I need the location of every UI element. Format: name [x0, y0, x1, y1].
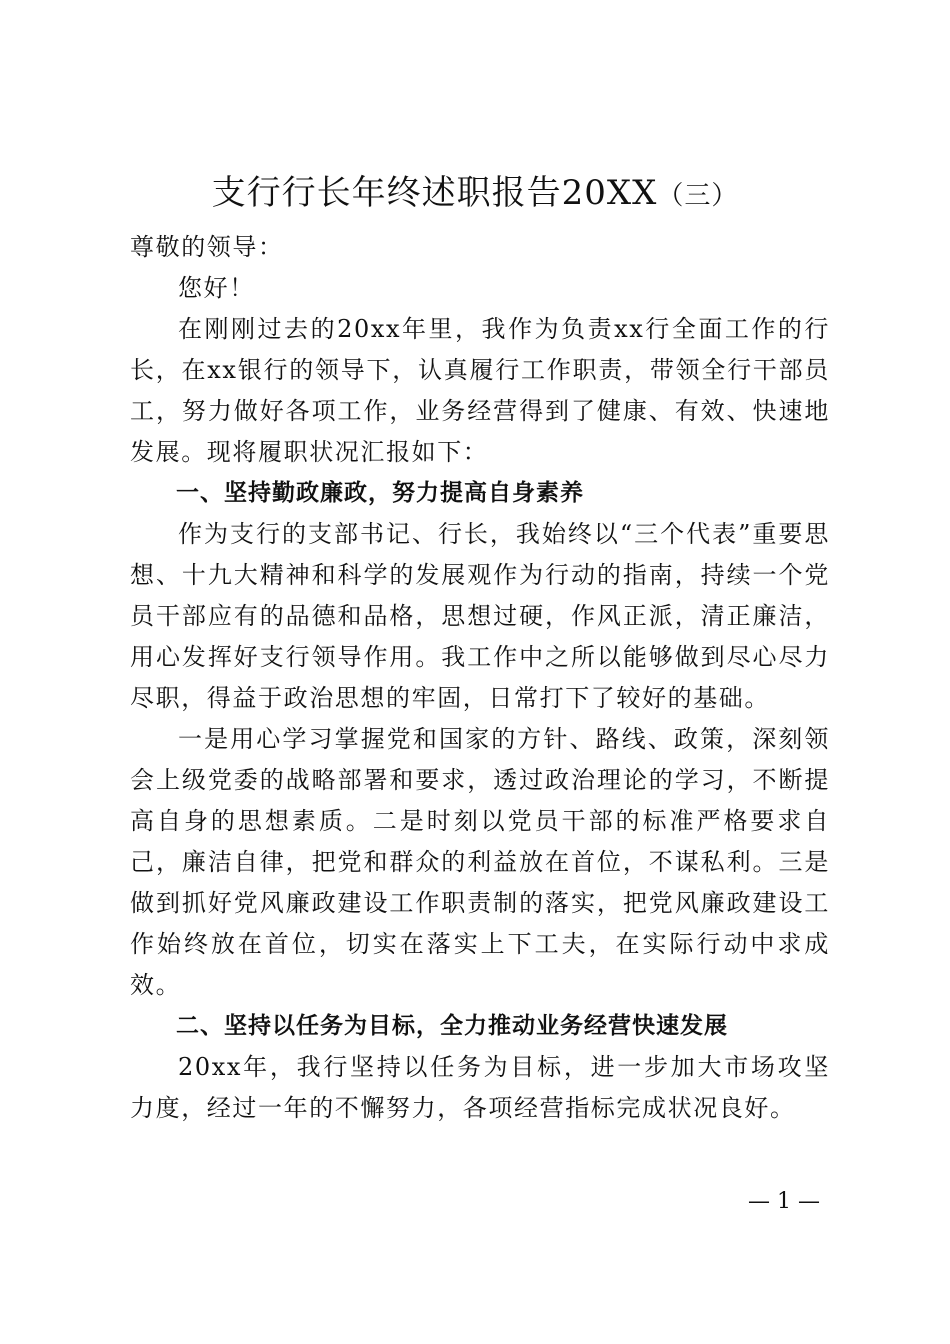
title-text: 支行行长年终述职报告20XX [211, 173, 658, 213]
intro-paragraph: 在刚刚过去的20xx年里，我作为负责xx行全面工作的行长，在xx银行的领导下，认真履行工作职责，带领全行干部员工，努力做好各项工作，业务经营得到了健康、有效、快速地发展。现将履职状况汇报如下： [130, 315, 830, 466]
section1-paragraph-1: 作为支行的支部书记、行长，我始终以“三个代表”重要思想、十九大精神和科学的发展观作为行动的指南，持续一个党员干部应有的品德和品格，思想过硬，作风正派，清正廉洁，用心发挥好支行领导作用。我工作中之所以能够做到尽心尽力尽职，得益于政治思想的牢固，日常打下了较好的基础。 [130, 520, 830, 712]
section-heading-1: 一、坚持勤政廉政，努力提高自身素养 [176, 480, 584, 506]
title-suffix: （三） [657, 181, 739, 211]
section1-paragraph-2: 一是用心学习掌握党和国家的方针、路线、政策，深刻领会上级党委的战略部署和要求，透过政治理论的学习，不断提高自身的思想素质。二是时刻以党员干部的标准严格要求自己，廉洁自律，把党和群众的利益放在首位，不谋私利。三是做到抓好党风廉政建设工作职责制的落实，把党风廉政建设工作始终放在首位，切实在落实上下工夫，在实际行动中求成效。 [130, 725, 830, 999]
section-heading-2: 二、坚持以任务为目标，全力推动业务经营快速发展 [176, 1013, 728, 1039]
greeting: 您好！ [178, 274, 255, 302]
document-body [130, 227, 830, 1129]
salutation: 尊敬的领导： [130, 233, 284, 261]
section2-paragraph-1: 20xx年，我行坚持以任务为目标，进一步加大市场攻坚力度，经过一年的不懈努力，各项经营指标完成状况良好。 [130, 1053, 830, 1122]
page-number: — 1 — [748, 1189, 820, 1214]
document-title [0, 168, 950, 221]
